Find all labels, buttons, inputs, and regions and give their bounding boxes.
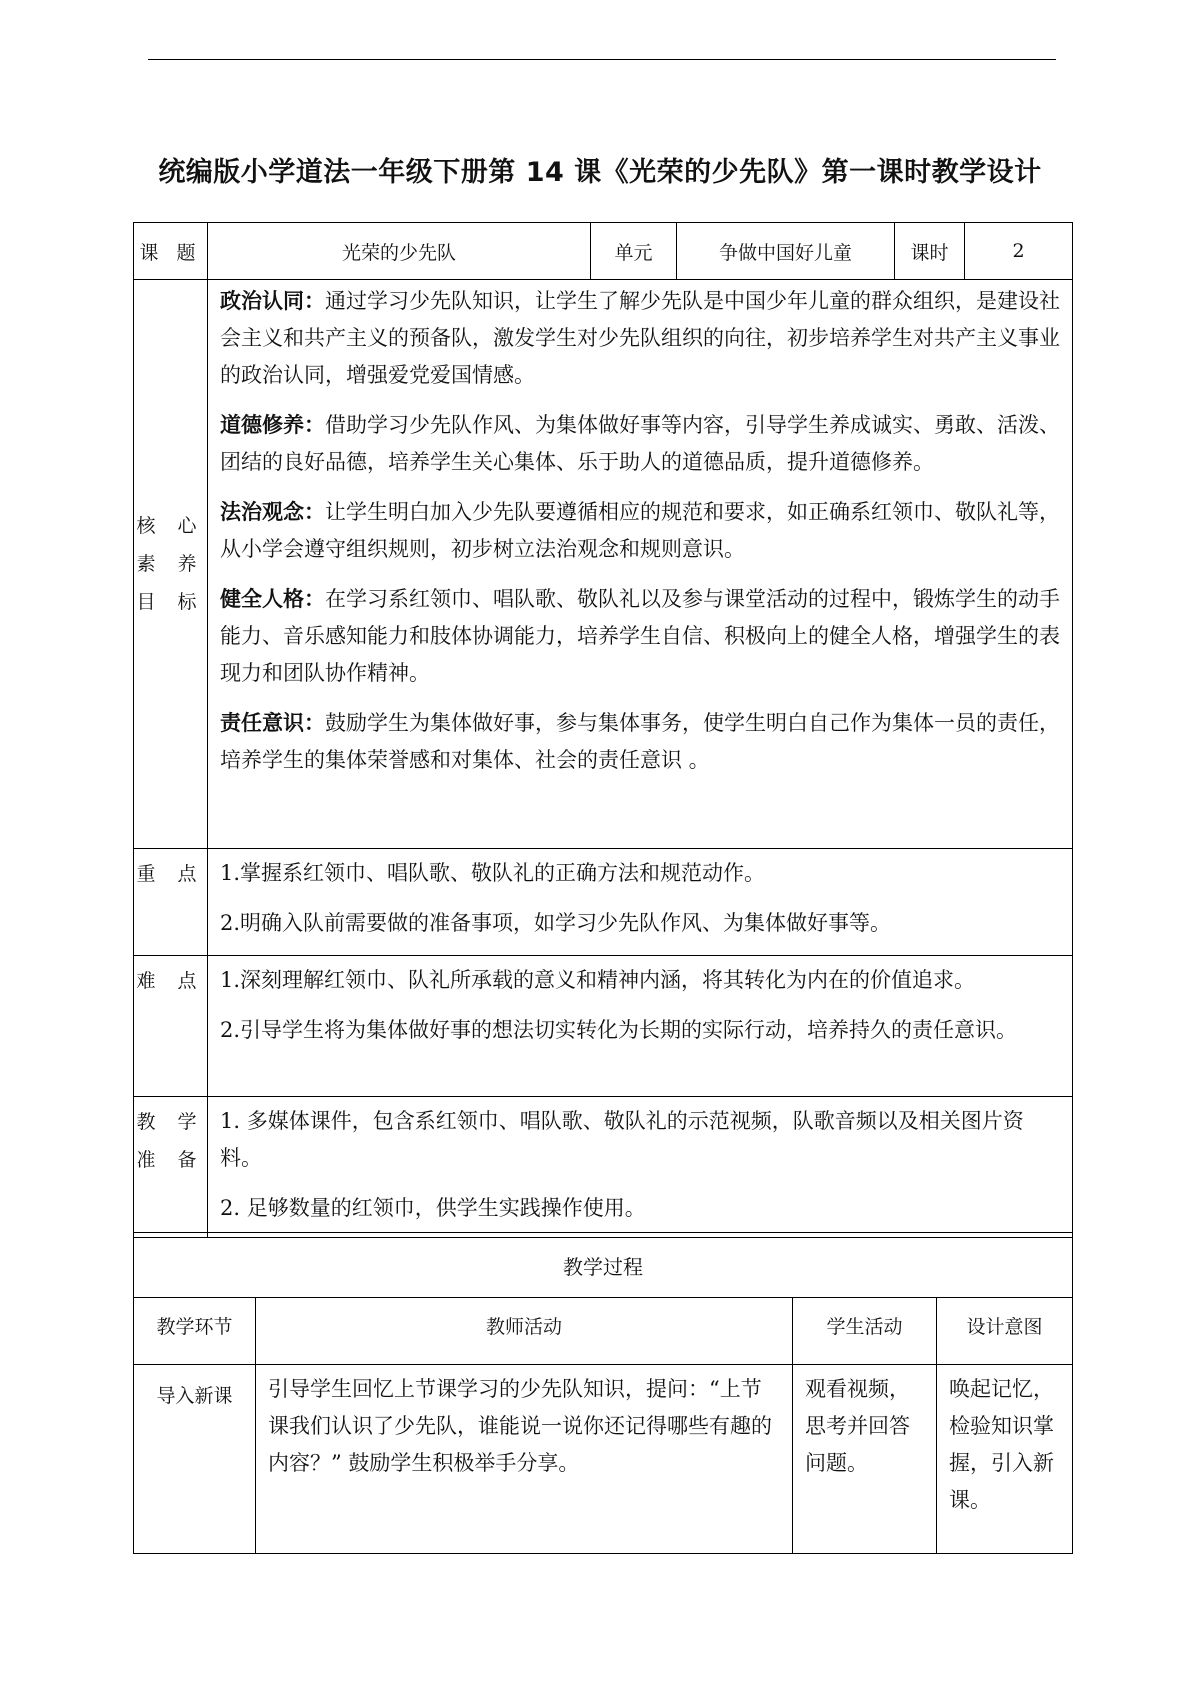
key-point-item: 2.明确入队前需要做的准备事项，如学习少先队作风、为集体做好事等。 (220, 911, 892, 935)
lesson-value: 光荣的少先队 (208, 223, 591, 280)
lesson-info-table (133, 222, 1073, 1238)
design-intent-cell: 唤起记忆，检验知识掌握，引入新课。 (937, 1365, 1073, 1554)
core-goals-content (208, 280, 1073, 849)
preparation-item: 1. 多媒体课件，包含系红领巾、唱队歌、敬队礼的示范视频，队歌音频以及相关图片资料。 (220, 1109, 1024, 1170)
preparation-item: 2. 足够数量的红领巾，供学生实践操作使用。 (220, 1196, 646, 1220)
core-goals-row (134, 280, 1073, 849)
preparation-label: 教 学 准 备 (134, 1097, 208, 1238)
process-title-row (134, 1233, 1073, 1298)
goal-item: 健全人格：在学习系红领巾、唱队歌、敬队礼以及参与课堂活动的过程中，锻炼学生的动手能力、音乐感知能力和肢体协调能力，培养学生自信、积极向上的健全人格，增强学生的表现力和团队协作精神。 (220, 587, 1060, 685)
key-point-item: 1.掌握系红领巾、唱队歌、敬队礼的正确方法和规范动作。 (220, 861, 766, 885)
table-row (134, 1365, 1073, 1554)
difficulties-row (134, 956, 1073, 1097)
col-stage-header: 教学环节 (134, 1298, 256, 1365)
stage-cell: 导入新课 (134, 1365, 256, 1554)
goal-item: 责任意识：鼓励学生为集体做好事，参与集体事务，使学生明白自己作为集体一员的责任，培养学生的集体荣誉感和对集体、社会的责任意识 。 (220, 711, 1060, 772)
key-points-label: 重 点 (134, 849, 208, 956)
unit-label: 单元 (591, 223, 677, 280)
header-rule (148, 59, 1056, 60)
unit-value: 争做中国好儿童 (677, 223, 895, 280)
lesson-label: 课 题 (134, 223, 208, 280)
lesson-header-row (134, 223, 1073, 280)
process-section-title: 教学过程 (134, 1233, 1073, 1298)
document-title: 统编版小学道法一年级下册第 14 课《光荣的少先队》第一课时教学设计 (158, 157, 1042, 188)
core-goals-label: 核 心 素 养 目 标 (134, 280, 208, 849)
preparation-row (134, 1097, 1073, 1238)
col-intent-header: 设计意图 (937, 1298, 1073, 1365)
key-points-content (208, 849, 1073, 956)
goal-item: 道德修养：借助学习少先队作风、为集体做好事等内容，引导学生养成诚实、勇敢、活泼、团结的良好品德，培养学生关心集体、乐于助人的道德品质，提升道德修养。 (220, 413, 1060, 474)
key-points-row (134, 849, 1073, 956)
teacher-activity-cell: 引导学生回忆上节课学习的少先队知识，提问：“上节课我们认识了少先队，谁能说一说你还记得哪些有趣的内容？” 鼓励学生积极举手分享。 (256, 1365, 793, 1554)
goal-item: 政治认同：通过学习少先队知识，让学生了解少先队是中国少年儿童的群众组织，是建设社会主义和共产主义的预备队，激发学生对少先队组织的向往，初步培养学生对共产主义事业的政治认同，增强爱党爱国情感。 (220, 289, 1060, 387)
process-column-header-row (134, 1298, 1073, 1365)
difficulties-content (208, 956, 1073, 1097)
teaching-process-table (133, 1232, 1073, 1554)
difficulty-item: 2.引导学生将为集体做好事的想法切实转化为长期的实际行动，培养持久的责任意识。 (220, 1018, 1018, 1042)
col-student-header: 学生活动 (793, 1298, 937, 1365)
difficulty-item: 1.深刻理解红领巾、队礼所承载的意义和精神内涵，将其转化为内在的价值追求。 (220, 968, 976, 992)
col-teacher-header: 教师活动 (256, 1298, 793, 1365)
period-label: 课时 (895, 223, 965, 280)
student-activity-cell: 观看视频，思考并回答问题。 (793, 1365, 937, 1554)
preparation-content (208, 1097, 1073, 1238)
goal-item: 法治观念：让学生明白加入少先队要遵循相应的规范和要求，如正确系红领巾、敬队礼等，从小学会遵守组织规则，初步树立法治观念和规则意识。 (220, 500, 1060, 561)
difficulties-label: 难 点 (134, 956, 208, 1097)
period-value: 2 (965, 223, 1073, 280)
